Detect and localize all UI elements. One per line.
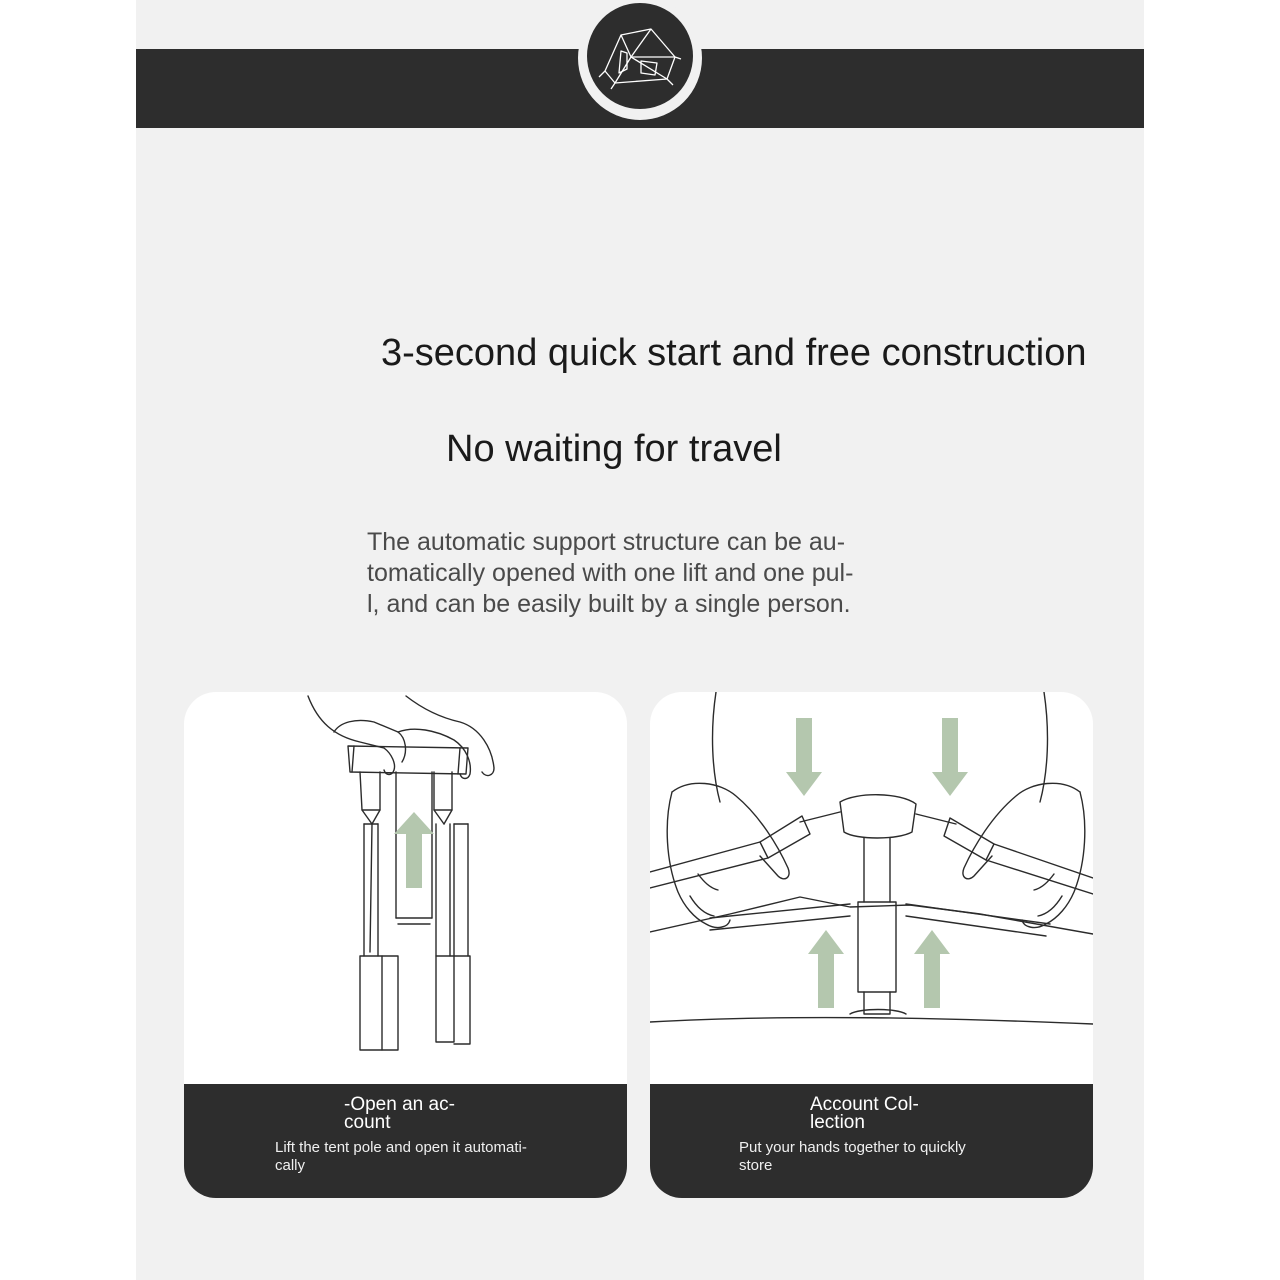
feature-description (367, 527, 927, 620)
headline-secondary: No waiting for travel (446, 428, 782, 470)
card-text-line: Put your hands together to quickly (739, 1139, 966, 1156)
description-line: The automatic support structure can be au- (367, 528, 846, 556)
card-caption (650, 1084, 1093, 1198)
card-caption (184, 1084, 627, 1198)
card-title (344, 1096, 455, 1132)
card-text-line: Lift the tent pole and open it automati- (275, 1139, 527, 1156)
card-text-line: store (739, 1157, 773, 1174)
headline-primary: 3-second quick start and free construction (381, 332, 1087, 374)
open-step-card (184, 692, 627, 1198)
collect-step-card (650, 692, 1093, 1198)
tent-pole-lift-icon (184, 692, 627, 1084)
card-text (739, 1139, 966, 1175)
card-text-line: cally (275, 1157, 306, 1174)
tent-hub-fold-icon (650, 692, 1093, 1084)
card-title-line: count (344, 1112, 391, 1133)
card-title-line: lection (810, 1112, 865, 1133)
card-text (275, 1139, 527, 1175)
description-line: l, and can be easily built by a single person. (367, 590, 851, 618)
card-title-line: -Open an ac- (344, 1094, 455, 1115)
product-page (136, 0, 1144, 1280)
card-title-line: Account Col- (810, 1094, 919, 1115)
tent-icon (587, 3, 693, 109)
description-line: tomatically opened with one lift and one pul- (367, 559, 854, 587)
card-title (810, 1096, 919, 1132)
